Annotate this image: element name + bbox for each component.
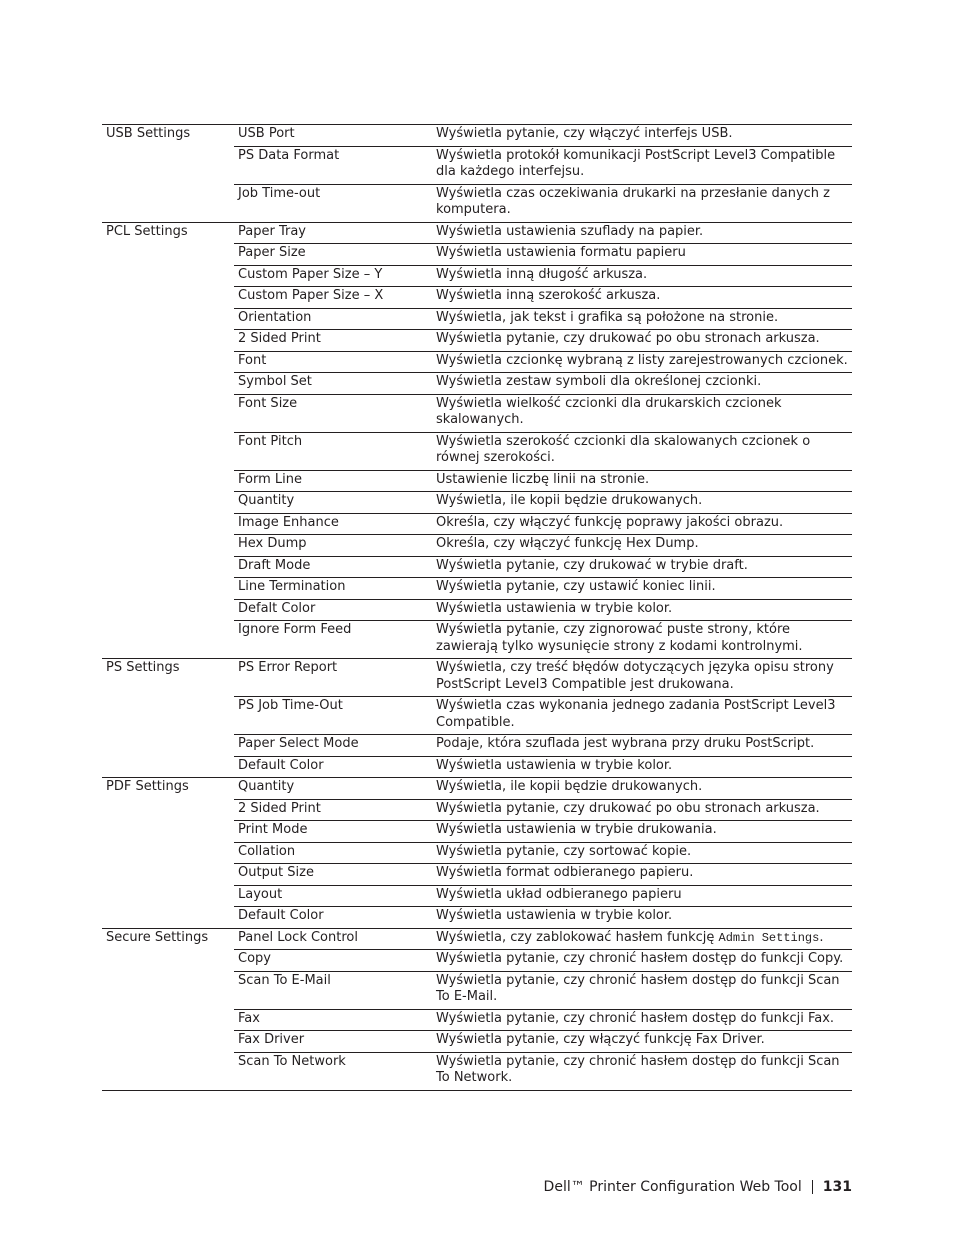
table-row	[102, 621, 852, 659]
group-cell-empty	[102, 556, 234, 578]
setting-name: Fax Driver	[234, 1031, 432, 1053]
setting-name: Fax	[234, 1009, 432, 1031]
setting-name: Form Line	[234, 470, 432, 492]
table-row	[102, 394, 852, 432]
setting-description: Wyświetla, ile kopii będzie drukowanych.	[432, 492, 852, 514]
group-cell-empty	[102, 470, 234, 492]
table-row	[102, 125, 852, 147]
group-cell-empty	[102, 842, 234, 864]
page-footer	[544, 1179, 852, 1195]
group-cell-empty	[102, 735, 234, 757]
setting-name: Job Time-out	[234, 184, 432, 222]
group-label: USB Settings	[102, 125, 234, 147]
table-row	[102, 287, 852, 309]
setting-description: Wyświetla zestaw symboli dla określonej czcionki.	[432, 373, 852, 395]
table-row	[102, 778, 852, 800]
setting-name: Default Color	[234, 907, 432, 929]
setting-description	[432, 928, 852, 950]
description-text: .	[819, 929, 824, 945]
table-row	[102, 308, 852, 330]
setting-name: Paper Select Mode	[234, 735, 432, 757]
table-row	[102, 599, 852, 621]
setting-name: Scan To Network	[234, 1052, 432, 1090]
setting-description: Wyświetla protokół komunikacji PostScript Level3 Compatible dla każdego interfejsu.	[432, 146, 852, 184]
setting-name: Custom Paper Size – X	[234, 287, 432, 309]
group-label: PCL Settings	[102, 222, 234, 244]
setting-name: Quantity	[234, 778, 432, 800]
table-row	[102, 351, 852, 373]
setting-name: Font Pitch	[234, 432, 432, 470]
description-text: Wyświetla, czy zablokować hasłem funkcję	[436, 929, 719, 945]
setting-name: Font	[234, 351, 432, 373]
setting-description: Określa, czy włączyć funkcję Hex Dump.	[432, 535, 852, 557]
setting-description: Wyświetla ustawienia formatu papieru	[432, 244, 852, 266]
table-row	[102, 184, 852, 222]
setting-description: Wyświetla format odbieranego papieru.	[432, 864, 852, 886]
group-cell-empty	[102, 821, 234, 843]
setting-description: Wyświetla, ile kopii będzie drukowanych.	[432, 778, 852, 800]
setting-name: Collation	[234, 842, 432, 864]
table-row	[102, 1052, 852, 1090]
setting-description: Podaje, która szuflada jest wybrana przy druku PostScript.	[432, 735, 852, 757]
table-row	[102, 885, 852, 907]
menu-reference: Admin Settings	[718, 930, 820, 945]
group-cell-empty	[102, 621, 234, 659]
group-cell-empty	[102, 1009, 234, 1031]
setting-description: Wyświetla, jak tekst i grafika są położone na stronie.	[432, 308, 852, 330]
table-row	[102, 470, 852, 492]
table-row	[102, 330, 852, 352]
group-cell-empty	[102, 265, 234, 287]
table-row	[102, 950, 852, 972]
table-row	[102, 373, 852, 395]
group-cell-empty	[102, 492, 234, 514]
setting-description: Wyświetla ustawienia w trybie kolor.	[432, 907, 852, 929]
group-cell-empty	[102, 308, 234, 330]
group-cell-empty	[102, 950, 234, 972]
setting-name: Quantity	[234, 492, 432, 514]
setting-name: Paper Tray	[234, 222, 432, 244]
setting-description: Wyświetla pytanie, czy drukować po obu stronach arkusza.	[432, 799, 852, 821]
setting-name: Draft Mode	[234, 556, 432, 578]
setting-description: Wyświetla czas oczekiwania drukarki na przesłanie danych z komputera.	[432, 184, 852, 222]
setting-description: Wyświetla inną długość arkusza.	[432, 265, 852, 287]
setting-name: Layout	[234, 885, 432, 907]
setting-description: Wyświetla inną szerokość arkusza.	[432, 287, 852, 309]
table-row	[102, 1009, 852, 1031]
table-row	[102, 842, 852, 864]
setting-description: Określa, czy włączyć funkcję poprawy jakości obrazu.	[432, 513, 852, 535]
setting-name: Copy	[234, 950, 432, 972]
setting-name: Output Size	[234, 864, 432, 886]
settings-table	[102, 124, 852, 1091]
setting-name: PS Job Time-Out	[234, 697, 432, 735]
setting-name: Panel Lock Control	[234, 928, 432, 950]
table-row	[102, 492, 852, 514]
setting-description: Wyświetla pytanie, czy włączyć funkcję Fax Driver.	[432, 1031, 852, 1053]
group-cell-empty	[102, 244, 234, 266]
group-cell-empty	[102, 373, 234, 395]
table-row	[102, 735, 852, 757]
table-row	[102, 535, 852, 557]
setting-name: Scan To E-Mail	[234, 971, 432, 1009]
settings-table-body	[102, 125, 852, 1091]
group-cell-empty	[102, 351, 234, 373]
group-cell-empty	[102, 513, 234, 535]
setting-name: PS Data Format	[234, 146, 432, 184]
table-row	[102, 659, 852, 697]
setting-description: Wyświetla pytanie, czy chronić hasłem dostęp do funkcji Scan To Network.	[432, 1052, 852, 1090]
setting-description: Wyświetla ustawienia szuflady na papier.	[432, 222, 852, 244]
group-label: PDF Settings	[102, 778, 234, 800]
setting-name: PS Error Report	[234, 659, 432, 697]
group-cell-empty	[102, 756, 234, 778]
setting-name: Print Mode	[234, 821, 432, 843]
group-cell-empty	[102, 146, 234, 184]
setting-description: Wyświetla, czy treść błędów dotyczących języka opisu strony PostScript Level3 Compatible jest drukowana.	[432, 659, 852, 697]
table-row	[102, 146, 852, 184]
setting-name: Ignore Form Feed	[234, 621, 432, 659]
setting-description: Wyświetla ustawienia w trybie drukowania.	[432, 821, 852, 843]
table-row	[102, 513, 852, 535]
setting-description: Wyświetla ustawienia w trybie kolor.	[432, 599, 852, 621]
table-row	[102, 799, 852, 821]
setting-description: Wyświetla wielkość czcionki dla drukarskich czcionek skalowanych.	[432, 394, 852, 432]
setting-name: Defalt Color	[234, 599, 432, 621]
setting-name: 2 Sided Print	[234, 799, 432, 821]
setting-name: Image Enhance	[234, 513, 432, 535]
setting-description: Wyświetla pytanie, czy chronić hasłem dostęp do funkcji Copy.	[432, 950, 852, 972]
table-row	[102, 556, 852, 578]
setting-name: Font Size	[234, 394, 432, 432]
setting-name: Symbol Set	[234, 373, 432, 395]
group-cell-empty	[102, 184, 234, 222]
setting-name: 2 Sided Print	[234, 330, 432, 352]
setting-description: Wyświetla pytanie, czy ustawić koniec linii.	[432, 578, 852, 600]
table-row	[102, 697, 852, 735]
setting-description: Wyświetla ustawienia w trybie kolor.	[432, 756, 852, 778]
table-row	[102, 265, 852, 287]
setting-description: Wyświetla czas wykonania jednego zadania PostScript Level3 Compatible.	[432, 697, 852, 735]
group-cell-empty	[102, 1031, 234, 1053]
setting-description: Wyświetla pytanie, czy sortować kopie.	[432, 842, 852, 864]
setting-description: Wyświetla pytanie, czy drukować w trybie draft.	[432, 556, 852, 578]
footer-separator	[812, 1180, 813, 1194]
setting-description: Ustawienie liczbę linii na stronie.	[432, 470, 852, 492]
table-row	[102, 756, 852, 778]
setting-description: Wyświetla czcionkę wybraną z listy zarejestrowanych czcionek.	[432, 351, 852, 373]
setting-name: Default Color	[234, 756, 432, 778]
group-cell-empty	[102, 578, 234, 600]
group-cell-empty	[102, 1052, 234, 1090]
group-cell-empty	[102, 394, 234, 432]
table-row	[102, 1031, 852, 1053]
table-row	[102, 907, 852, 929]
group-cell-empty	[102, 432, 234, 470]
setting-description: Wyświetla pytanie, czy drukować po obu stronach arkusza.	[432, 330, 852, 352]
group-cell-empty	[102, 599, 234, 621]
group-cell-empty	[102, 864, 234, 886]
group-label: Secure Settings	[102, 928, 234, 950]
group-cell-empty	[102, 907, 234, 929]
setting-description: Wyświetla pytanie, czy włączyć interfejs USB.	[432, 125, 852, 147]
group-label: PS Settings	[102, 659, 234, 697]
setting-description: Wyświetla układ odbieranego papieru	[432, 885, 852, 907]
setting-description: Wyświetla pytanie, czy zignorować puste strony, które zawierają tylko wysunięcie strony z kodami kontrolnymi.	[432, 621, 852, 659]
setting-name: Custom Paper Size – Y	[234, 265, 432, 287]
setting-name: Orientation	[234, 308, 432, 330]
setting-name: Hex Dump	[234, 535, 432, 557]
setting-name: Line Termination	[234, 578, 432, 600]
table-row	[102, 928, 852, 950]
table-row	[102, 821, 852, 843]
page-number: 131	[822, 1179, 852, 1195]
table-row	[102, 432, 852, 470]
group-cell-empty	[102, 799, 234, 821]
table-row	[102, 864, 852, 886]
group-cell-empty	[102, 535, 234, 557]
footer-title: Dell™ Printer Configuration Web Tool	[543, 1179, 802, 1195]
group-cell-empty	[102, 697, 234, 735]
setting-name: USB Port	[234, 125, 432, 147]
table-row	[102, 222, 852, 244]
setting-name: Paper Size	[234, 244, 432, 266]
group-cell-empty	[102, 287, 234, 309]
table-row	[102, 244, 852, 266]
setting-description: Wyświetla pytanie, czy chronić hasłem dostęp do funkcji Scan To E-Mail.	[432, 971, 852, 1009]
group-cell-empty	[102, 885, 234, 907]
group-cell-empty	[102, 971, 234, 1009]
setting-description: Wyświetla pytanie, czy chronić hasłem dostęp do funkcji Fax.	[432, 1009, 852, 1031]
table-row	[102, 971, 852, 1009]
setting-description: Wyświetla szerokość czcionki dla skalowanych czcionek o równej szerokości.	[432, 432, 852, 470]
group-cell-empty	[102, 330, 234, 352]
table-row	[102, 578, 852, 600]
